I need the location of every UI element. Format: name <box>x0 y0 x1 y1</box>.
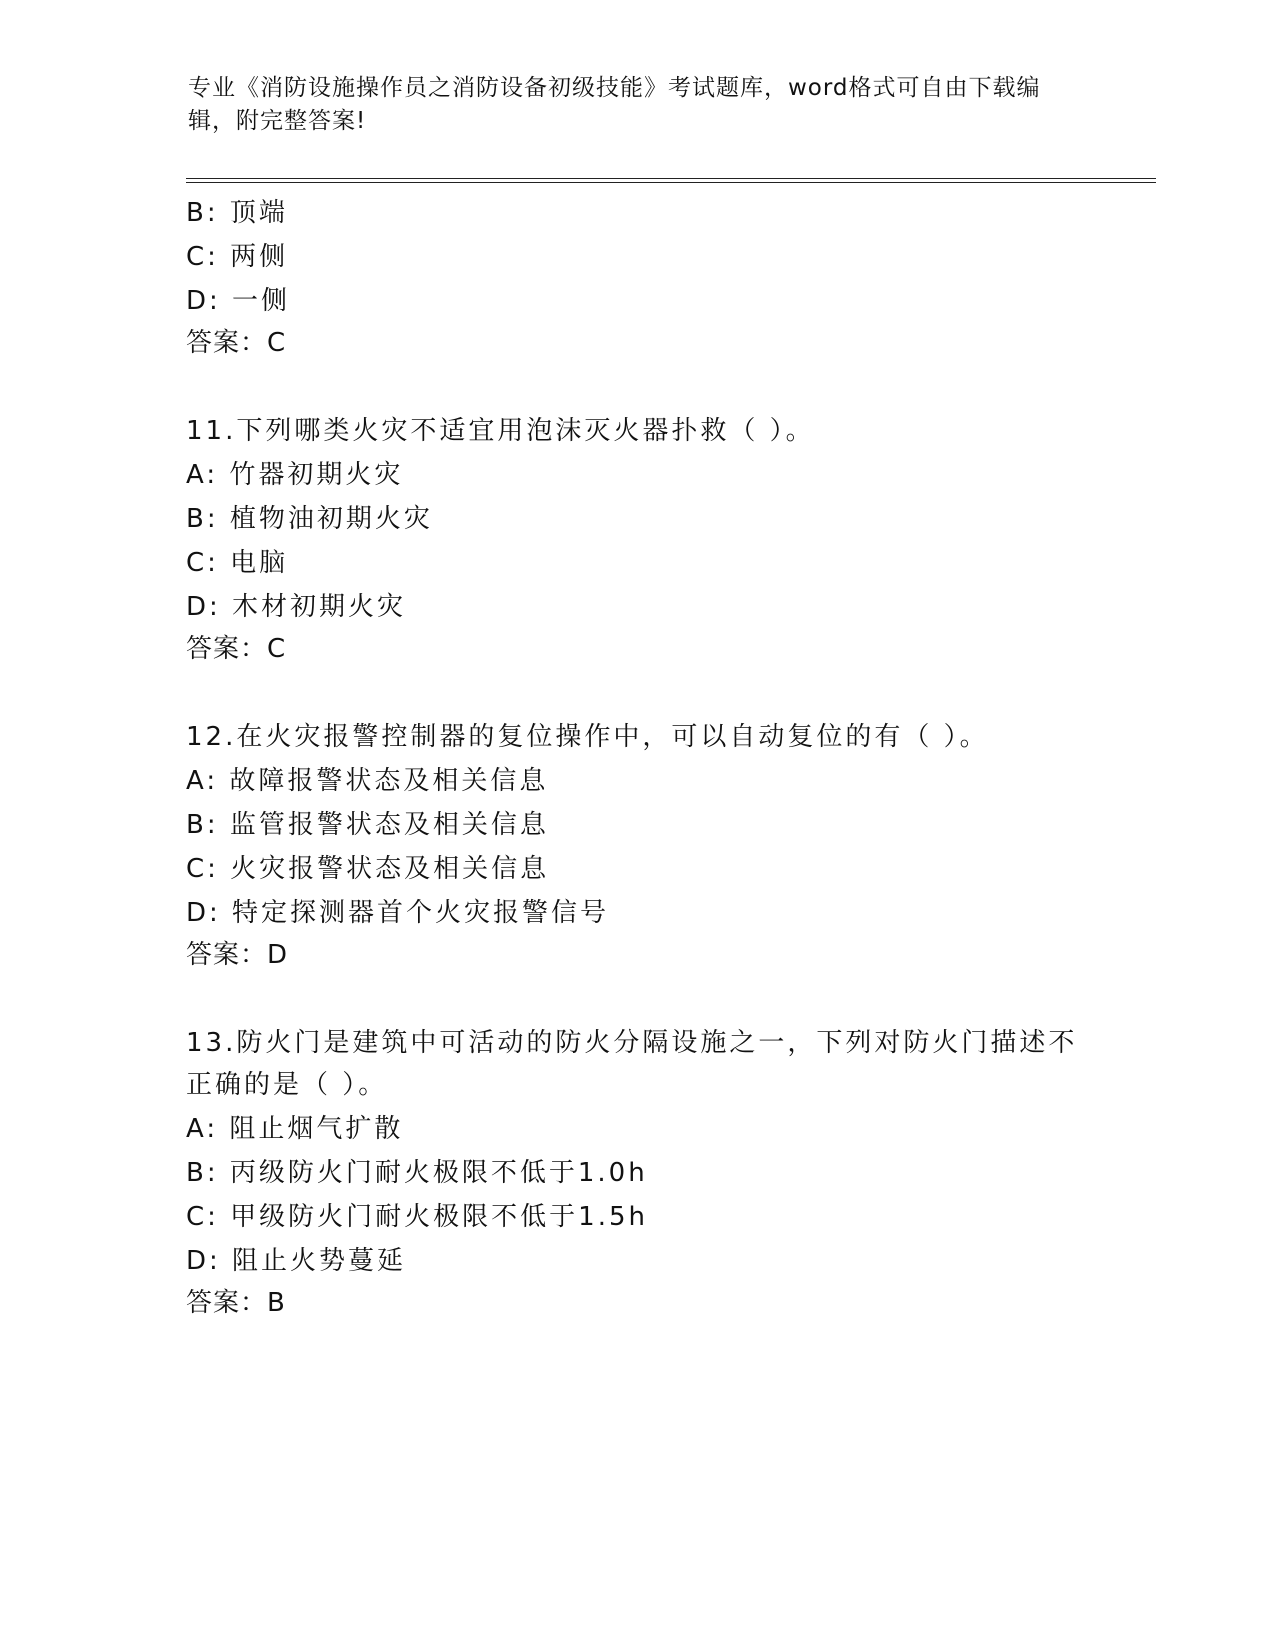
q13-answer: 答案：B <box>186 1288 286 1318</box>
q11-option-b: B: 植物油初期火灾 <box>186 504 433 534</box>
q13-option-c: C: 甲级防火门耐火极限不低于1.5h <box>186 1202 649 1232</box>
q11-option-c: C: 电脑 <box>186 548 289 578</box>
header-line-1: 专业《消防设施操作员之消防设备初级技能》考试题库，word格式可自由下载编 <box>188 75 1041 101</box>
q12-option-b: B: 监管报警状态及相关信息 <box>186 810 549 840</box>
q13-option-b: B: 丙级防火门耐火极限不低于1.0h <box>186 1158 648 1188</box>
q12-option-a: A: 故障报警状态及相关信息 <box>186 766 549 796</box>
header-line-2: 辑，附完整答案! <box>188 108 367 134</box>
prev-option-d: D: 一侧 <box>186 286 291 316</box>
q11-option-a: A: 竹器初期火灾 <box>186 460 404 490</box>
header-divider-bottom <box>186 182 1156 183</box>
q11-option-d: D: 木材初期火灾 <box>186 592 407 622</box>
prev-answer: 答案：C <box>186 328 287 358</box>
q13-stem-line-2: 正确的是（ ）。 <box>186 1070 388 1100</box>
q12-stem: 12.在火灾报警控制器的复位操作中，可以自动复位的有（ ）。 <box>186 722 989 752</box>
q12-answer: 答案：D <box>186 940 289 970</box>
q12-option-c: C: 火灾报警状态及相关信息 <box>186 854 550 884</box>
q11-answer: 答案：C <box>186 634 287 664</box>
q13-option-d: D: 阻止火势蔓延 <box>186 1246 407 1276</box>
document-header <box>188 72 1068 138</box>
prev-option-c: C: 两侧 <box>186 242 289 272</box>
q13-option-a: A: 阻止烟气扩散 <box>186 1114 404 1144</box>
prev-option-b: B: 顶端 <box>186 198 288 228</box>
q11-stem: 11.下列哪类火灾不适宜用泡沫灭火器扑救（ ）。 <box>186 416 815 446</box>
header-divider-top <box>186 178 1156 179</box>
q13-stem-line-1: 13.防火门是建筑中可活动的防火分隔设施之一，下列对防火门描述不 <box>186 1028 1078 1058</box>
q12-option-d: D: 特定探测器首个火灾报警信号 <box>186 898 610 928</box>
